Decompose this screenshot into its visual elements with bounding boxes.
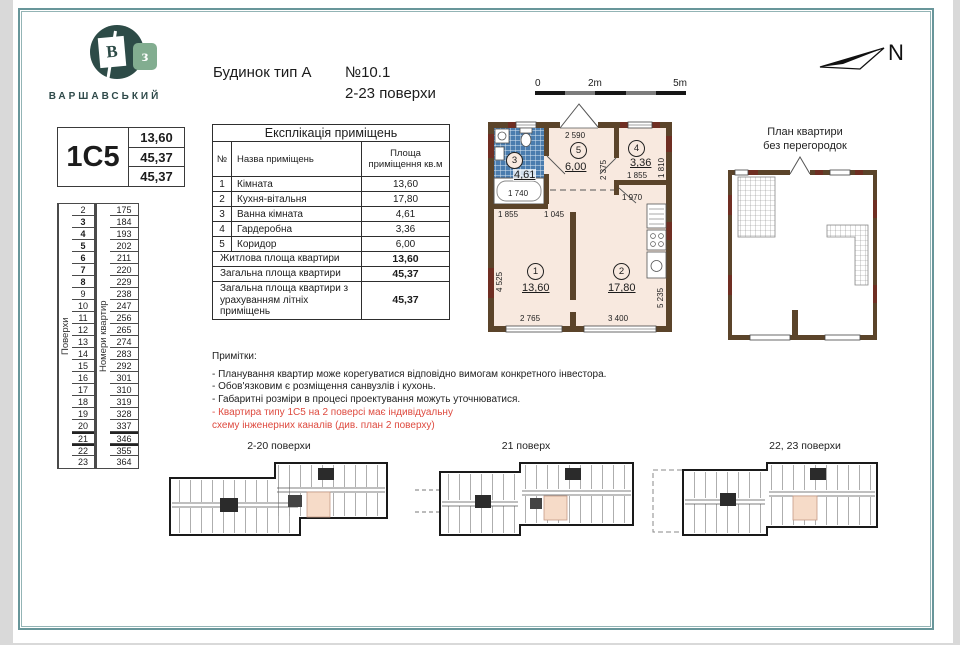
scale-label-5m: 5m xyxy=(673,78,687,89)
brand-name: ВАРШАВСЬКИЙ xyxy=(48,91,162,102)
building-type-title: Будинок тип А xyxy=(213,64,312,81)
apartment-number-cell: 337 xyxy=(110,420,138,432)
apartment-number-cell: 355 xyxy=(110,444,138,456)
dim-wardrobe-height: 1 810 xyxy=(657,157,666,178)
apartment-type-card xyxy=(57,127,185,187)
floors-range: 2-23 поверхи xyxy=(345,85,436,102)
explication-table xyxy=(212,124,450,320)
apartment-number-cell: 364 xyxy=(116,457,132,467)
scale-label-2m: 2m xyxy=(588,78,602,89)
apartment-number-cell: 247 xyxy=(110,300,138,312)
floor-cell: 17 xyxy=(72,384,94,396)
notes-title: Примітки: xyxy=(212,351,257,362)
total-area-summer-value: 45,37 xyxy=(140,169,173,185)
floor-cell: 15 xyxy=(72,360,94,372)
mini-plan-2-20-drawing xyxy=(168,440,390,545)
scale-bar-strip xyxy=(535,91,686,95)
scale-label-0: 0 xyxy=(535,78,541,89)
mini-plan-21-drawing xyxy=(415,440,637,545)
summary-row xyxy=(213,252,449,267)
room-area-cell: 3,36 xyxy=(395,223,416,235)
floor-cell: 13 xyxy=(72,336,94,348)
flag-letter: В xyxy=(105,41,119,62)
floor-cell: 21 xyxy=(72,432,94,444)
apartment-numbers-column xyxy=(110,204,138,468)
col-header-area: Площа приміщення кв.м xyxy=(368,148,443,170)
room-area-cell: 13,60 xyxy=(392,178,419,190)
col-header-name: Назва приміщень xyxy=(232,142,362,176)
room-2-area: 17,80 xyxy=(608,282,636,294)
floor-cell: 22 xyxy=(72,444,94,456)
apartment-numbers-table xyxy=(95,203,139,469)
north-arrow xyxy=(818,38,918,78)
room-number-cell: 5 xyxy=(213,237,232,251)
table-row xyxy=(213,222,449,237)
dim-room1-height: 4 525 xyxy=(495,271,504,292)
summary-label: Житлова площа квартири xyxy=(213,252,362,266)
room-name-cell: Кухня-вітальня xyxy=(232,192,362,206)
floor-cell: 3 xyxy=(72,216,94,228)
note-line: - Габаритні розміри в процесі проектування можуть уточнюватися. xyxy=(212,394,521,406)
apartment-number-cell: 283 xyxy=(110,348,138,360)
apartment-number-cell: 256 xyxy=(110,312,138,324)
floor-cell: 5 xyxy=(72,240,94,252)
room-4-area: 3,36 xyxy=(630,157,652,169)
room-number-cell: 1 xyxy=(213,177,232,191)
floor-cell: 16 xyxy=(72,372,94,384)
living-area-value: 13,60 xyxy=(129,128,184,148)
dim-room2-height: 5 235 xyxy=(656,287,665,308)
floor-cell: 7 xyxy=(72,264,94,276)
floor-cell: 12 xyxy=(72,324,94,336)
room-4-number: 4 xyxy=(628,140,645,157)
total-area-value: 45,37 xyxy=(129,148,184,168)
apartment-number-cell: 220 xyxy=(110,264,138,276)
apartment-number-cell: 202 xyxy=(110,240,138,252)
floor-cell: 19 xyxy=(72,408,94,420)
note-line: - Квартира типу 1С5 на 2 поверсі має індивідуальну xyxy=(212,406,453,418)
room-area-cell: 17,80 xyxy=(392,193,419,205)
apartment-number-cell: 238 xyxy=(110,288,138,300)
floors-table xyxy=(57,203,95,469)
note-line: схему інженерних каналів (див. план 2 поверху) xyxy=(212,419,435,431)
floors-header: Поверхи xyxy=(58,204,72,468)
mini-plan-2-20-label: 2-20 поверхи xyxy=(247,440,311,452)
floor-cell: 10 xyxy=(72,300,94,312)
dim-room2-width: 3 400 xyxy=(608,314,629,323)
apartment-number-cell: 274 xyxy=(110,336,138,348)
floor-cell: 9 xyxy=(72,288,94,300)
apartment-number-cell: 211 xyxy=(110,252,138,264)
room-1-area: 13,60 xyxy=(522,282,550,294)
apartment-number-cell: 301 xyxy=(110,372,138,384)
north-label: N xyxy=(888,40,904,65)
room-number-cell: 3 xyxy=(213,207,232,221)
room-2-number: 2 xyxy=(613,263,630,280)
apartment-type: 1С5 xyxy=(58,128,129,186)
apartment-areas xyxy=(129,128,184,186)
summary-row xyxy=(213,282,449,319)
mini-plan-21 xyxy=(415,440,637,545)
room-area-cell: 4,61 xyxy=(395,208,416,220)
mini-plan-22-23-label: 22, 23 поверхи xyxy=(769,440,841,452)
room-3-number: 3 xyxy=(506,152,523,169)
col-header-num: № xyxy=(213,142,232,176)
dim-corridor-height: 2 375 xyxy=(599,159,608,180)
floor-cell: 4 xyxy=(72,228,94,240)
apartment-number-cell: 193 xyxy=(110,228,138,240)
room-number-cell: 4 xyxy=(213,222,232,236)
explication-header-row xyxy=(213,142,449,177)
note-line: - Обов'язковим є розміщення санвузлів і кухонь. xyxy=(212,381,436,393)
apartment-number-cell: 184 xyxy=(110,216,138,228)
notes-section xyxy=(212,351,622,432)
summary-label: Загальна площа квартири з урахуванням літніх приміщень xyxy=(213,282,362,319)
room-5-number: 5 xyxy=(570,142,587,159)
open-plan-title-line2: без перегородок xyxy=(763,140,847,152)
explication-title: Експлікація приміщень xyxy=(213,125,449,142)
room-name-cell: Коридор xyxy=(232,237,362,251)
floor-cell: 8 xyxy=(72,276,94,288)
room-1-number: 1 xyxy=(527,263,544,280)
room-name-cell: Кімната xyxy=(232,177,362,191)
floor-cell: 11 xyxy=(72,312,94,324)
open-plan-drawing xyxy=(715,125,895,345)
apartment-number-cell: 175 xyxy=(110,204,138,216)
explication-rows xyxy=(213,177,449,252)
main-floor-plan xyxy=(480,100,680,340)
floor-cell: 14 xyxy=(72,348,94,360)
open-plan-title-line1: План квартири xyxy=(767,126,843,138)
floor-cell: 20 xyxy=(72,420,94,432)
dim-top-width: 2 590 xyxy=(565,131,586,140)
table-row xyxy=(213,237,449,252)
apartment-number-cell: 229 xyxy=(110,276,138,288)
badge-letter: з xyxy=(141,47,149,65)
dim-hall-width: 1 045 xyxy=(544,210,565,219)
apartment-number-cell: 310 xyxy=(110,384,138,396)
summary-label: Загальна площа квартири xyxy=(213,267,362,281)
dim-room1-width: 2 765 xyxy=(520,314,541,323)
notes-list xyxy=(212,369,622,433)
room-name-cell: Гардеробна xyxy=(232,222,362,236)
flag-icon xyxy=(98,36,127,68)
apartment-numbers-header: Номери квартир xyxy=(96,204,110,468)
mini-plan-22-23 xyxy=(650,440,880,545)
open-plan xyxy=(715,125,895,345)
badge-icon xyxy=(133,43,157,70)
explication-summary xyxy=(213,252,449,319)
summary-value: 13,60 xyxy=(392,253,419,265)
apartment-number-cell: 319 xyxy=(110,396,138,408)
table-row xyxy=(213,177,449,192)
scale-bar xyxy=(533,78,687,98)
apartment-number-cell: 292 xyxy=(110,360,138,372)
summary-value: 45,37 xyxy=(392,294,419,307)
mini-plan-22-23-drawing xyxy=(650,440,880,545)
table-row xyxy=(213,207,449,222)
mini-plan-21-label: 21 поверх xyxy=(501,440,551,452)
floors-column xyxy=(72,204,94,468)
mini-plan-2-20 xyxy=(168,440,390,545)
dim-bathtub: 1 740 xyxy=(508,189,529,198)
dim-kitchen-niche: 1 970 xyxy=(622,193,643,202)
room-area-cell: 6,00 xyxy=(395,238,416,250)
floor-cell: 18 xyxy=(72,396,94,408)
floor-cell: 2 xyxy=(72,204,94,216)
room-name-cell: Ванна кімната xyxy=(232,207,362,221)
apartment-number-cell: 346 xyxy=(110,432,138,444)
floor-cell: 23 xyxy=(77,457,88,467)
note-line: - Планування квартир може корегуватися відповідно вимогам конкретного інвестора. xyxy=(212,368,607,380)
dim-bath-width: 1 855 xyxy=(498,210,519,219)
room-5-area: 6,00 xyxy=(565,161,587,173)
summary-row xyxy=(213,267,449,282)
apartment-number-cell: 265 xyxy=(110,324,138,336)
room-number-cell: 2 xyxy=(213,192,232,206)
apartment-number-cell: 328 xyxy=(110,408,138,420)
room-3-area: 4,61 xyxy=(514,169,536,181)
floor-cell: 6 xyxy=(72,252,94,264)
dim-wardrobe-width: 1 855 xyxy=(627,171,648,180)
summary-value: 45,37 xyxy=(392,268,419,280)
table-row xyxy=(213,192,449,207)
building-number: №10.1 xyxy=(345,64,391,81)
